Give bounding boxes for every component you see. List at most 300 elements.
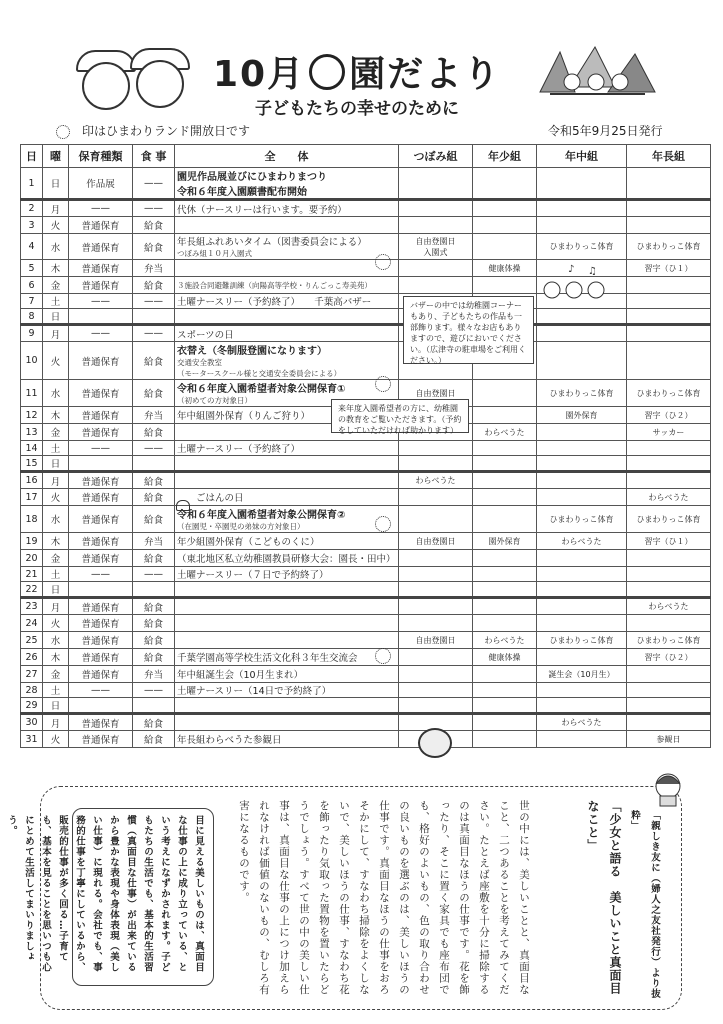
cell-meal <box>133 582 175 598</box>
cell-care-type: —— <box>69 683 133 698</box>
cell-day: 29 <box>21 698 43 714</box>
cell-nencho: ひまわりっこ体育 <box>627 506 711 533</box>
cell-care-type: 普通保育 <box>69 424 133 441</box>
cell-tsubomi-line: 自由登園日 <box>415 635 456 645</box>
cell-nencho <box>627 666 711 683</box>
cell-meal: 給食 <box>133 731 175 748</box>
cell-nencho <box>627 200 711 217</box>
cell-meal: 給食 <box>133 506 175 533</box>
cell-care-type: —— <box>69 441 133 456</box>
cell-meal: —— <box>133 294 175 309</box>
cell-all <box>175 731 399 748</box>
flower-mark-icon <box>375 516 391 532</box>
cell-care-type: 普通保育 <box>69 666 133 683</box>
cell-all <box>175 441 399 456</box>
cell-meal <box>133 309 175 325</box>
cell-nensho: わらべうた <box>473 424 537 441</box>
cell-care-type: 普通保育 <box>69 615 133 632</box>
legend <box>56 122 250 139</box>
cell-day: 4 <box>21 234 43 260</box>
cell-day: 31 <box>21 731 43 748</box>
cell-nencho <box>627 309 711 325</box>
cell-nencho <box>627 550 711 567</box>
col-weekday: 曜 <box>43 145 69 168</box>
cell-weekday: 土 <box>43 567 69 582</box>
cell-all-line: 衣替え（冬制服登園になります） <box>177 346 327 357</box>
cell-nensho <box>473 666 537 683</box>
cell-nencho <box>627 567 711 582</box>
cell-nensho <box>473 277 537 294</box>
cell-nenchu: わらべうた <box>537 533 627 550</box>
cell-nensho: 健康体操 <box>473 649 537 666</box>
cell-meal: —— <box>133 441 175 456</box>
cell-all <box>175 309 399 325</box>
cell-care-type: 普通保育 <box>69 714 133 731</box>
cell-meal: 給食 <box>133 489 175 506</box>
col-all: 全 体 <box>175 145 399 168</box>
cell-nencho <box>627 456 711 472</box>
cell-day: 24 <box>21 615 43 632</box>
cell-nensho <box>473 168 537 200</box>
cell-day: 6 <box>21 277 43 294</box>
col-nencho: 年長組 <box>627 145 711 168</box>
cell-nenchu <box>537 168 627 200</box>
cell-meal: 給食 <box>133 342 175 380</box>
cell-all <box>175 632 399 649</box>
cell-meal: 給食 <box>133 472 175 489</box>
cell-nensho <box>473 731 537 748</box>
table-row <box>21 533 711 550</box>
cell-nencho <box>627 277 711 294</box>
cell-tsubomi <box>399 472 473 489</box>
cell-weekday: 土 <box>43 294 69 309</box>
cell-weekday: 木 <box>43 407 69 424</box>
cell-day: 26 <box>21 649 43 666</box>
cell-care-type: 普通保育 <box>69 550 133 567</box>
table-row <box>21 489 711 506</box>
cell-nensho <box>473 683 537 698</box>
cell-nenchu <box>537 615 627 632</box>
cell-weekday: 土 <box>43 683 69 698</box>
cell-all <box>175 260 399 277</box>
legend-text: 印はひまわりランド開放日です <box>82 124 251 138</box>
cell-nensho: 園外保育 <box>473 533 537 550</box>
table-row <box>21 325 711 342</box>
cell-nenchu: ひまわりっこ体育 <box>537 380 627 407</box>
cell-nensho <box>473 698 537 714</box>
cell-nensho <box>473 582 537 598</box>
cell-care-type: 普通保育 <box>69 234 133 260</box>
table-header <box>21 145 711 168</box>
cell-weekday: 月 <box>43 325 69 342</box>
page-title <box>213 46 501 97</box>
cell-nencho: ひまわりっこ体育 <box>627 380 711 407</box>
svg-text:♫: ♫ <box>588 266 597 277</box>
cell-weekday: 日 <box>43 168 69 200</box>
cell-all-line: スポーツの日 <box>177 329 234 341</box>
cell-nencho: わらべうた <box>627 489 711 506</box>
cell-day: 12 <box>21 407 43 424</box>
cell-tsubomi <box>399 582 473 598</box>
cell-tsubomi <box>399 615 473 632</box>
child-face-left-icon <box>82 62 130 110</box>
cell-all-line: 年中組園外保育（りんご狩り） <box>177 411 311 422</box>
table-row <box>21 441 711 456</box>
cell-meal: 給食 <box>133 217 175 234</box>
cell-all-line: つぼみ組１０月入園式 <box>177 249 252 258</box>
cell-all <box>175 550 399 567</box>
table-row <box>21 582 711 598</box>
cell-meal <box>133 456 175 472</box>
cell-nenchu: ひまわりっこ体育 <box>537 506 627 533</box>
cell-weekday: 日 <box>43 582 69 598</box>
table-row <box>21 309 711 325</box>
cell-care-type: 普通保育 <box>69 217 133 234</box>
cell-tsubomi <box>399 260 473 277</box>
cell-all <box>175 489 399 506</box>
cell-nensho <box>473 200 537 217</box>
cell-nensho <box>473 380 537 407</box>
cell-weekday: 日 <box>43 309 69 325</box>
table-row <box>21 632 711 649</box>
cell-nencho: 習字（ひ２） <box>627 649 711 666</box>
cell-day: 18 <box>21 506 43 533</box>
cell-meal: 弁当 <box>133 666 175 683</box>
cell-care-type: 普通保育 <box>69 731 133 748</box>
cell-meal: 給食 <box>133 424 175 441</box>
cell-day: 15 <box>21 456 43 472</box>
cell-nenchu <box>537 441 627 456</box>
cell-weekday: 月 <box>43 714 69 731</box>
cell-weekday: 水 <box>43 632 69 649</box>
cell-all-line: 年中組誕生会（10月生まれ） <box>177 670 304 681</box>
cell-nenchu: 園外保育 <box>537 407 627 424</box>
cell-weekday: 水 <box>43 380 69 407</box>
autumn-leaves-owls-icon <box>530 42 660 102</box>
cell-nensho <box>473 489 537 506</box>
cell-care-type: —— <box>69 200 133 217</box>
cell-all-line: 土曜ナースリー（予約終了） 千葉高バザー <box>177 297 372 308</box>
cell-nencho: サッカー <box>627 424 711 441</box>
table-row <box>21 234 711 260</box>
cell-meal: 弁当 <box>133 407 175 424</box>
cell-nensho <box>473 407 537 424</box>
cell-care-type: 普通保育 <box>69 380 133 407</box>
cell-tsubomi <box>399 506 473 533</box>
cell-nensho <box>473 217 537 234</box>
cell-all <box>175 683 399 698</box>
cell-weekday: 火 <box>43 615 69 632</box>
cell-nenchu <box>537 567 627 582</box>
flower-mark-icon <box>375 648 391 664</box>
table-row <box>21 342 711 380</box>
cell-tsubomi <box>399 441 473 456</box>
cell-nensho <box>473 598 537 615</box>
table-row <box>21 472 711 489</box>
cell-nencho: 習字（ひ２） <box>627 407 711 424</box>
col-tsubomi: つぼみ組 <box>399 145 473 168</box>
cell-weekday: 木 <box>43 260 69 277</box>
cell-nencho: 参観日 <box>627 731 711 748</box>
flower-mark-icon <box>375 254 391 270</box>
open-class-note: 来年度入園希望者の方に、幼稚園の教育をご覧いただきます。（予約をしていただければ助かります） <box>331 399 469 433</box>
bazaar-note: バザーの中では幼稚園コーナーもあり、子どもたちの作品も一部飾ります。様々なお店もありますので、遊びにおいでください。（広津寺の駐車場をご利用ください。） <box>403 296 534 364</box>
cell-nenchu <box>537 200 627 217</box>
cell-nenchu <box>537 472 627 489</box>
cell-day: 23 <box>21 598 43 615</box>
cell-tsubomi-line: 自由登園日 <box>415 536 456 546</box>
cell-meal: —— <box>133 325 175 342</box>
child-face-right-icon <box>136 60 184 108</box>
cell-nencho: 習字（ひ１） <box>627 533 711 550</box>
cell-tsubomi <box>399 217 473 234</box>
rice-ball-icon <box>176 500 190 511</box>
cell-care-type: 普通保育 <box>69 342 133 380</box>
table-row <box>21 217 711 234</box>
cell-nensho <box>473 550 537 567</box>
cell-nencho <box>627 294 711 309</box>
cell-care-type: 普通保育 <box>69 407 133 424</box>
col-nenchu: 年中組 <box>537 145 627 168</box>
cell-nencho <box>627 698 711 714</box>
flower-mark-icon <box>375 376 391 392</box>
cell-care-type: 普通保育 <box>69 598 133 615</box>
cell-care-type: —— <box>69 567 133 582</box>
cell-meal: 給食 <box>133 632 175 649</box>
cell-nenchu <box>537 489 627 506</box>
page-subtitle: 子どもたちの幸せのために <box>255 99 459 119</box>
cell-meal: 給食 <box>133 615 175 632</box>
cell-all <box>175 277 399 294</box>
cell-tsubomi <box>399 550 473 567</box>
cell-care-type: —— <box>69 294 133 309</box>
cell-all-line: （モータースクール様と交通安全委員会による） <box>177 369 342 378</box>
cell-care-type: 普通保育 <box>69 260 133 277</box>
cell-nencho <box>627 582 711 598</box>
cell-day: 5 <box>21 260 43 277</box>
cell-weekday: 木 <box>43 649 69 666</box>
cell-day: 13 <box>21 424 43 441</box>
cell-nencho: 習字（ひ１） <box>627 260 711 277</box>
cell-tsubomi <box>399 598 473 615</box>
essay-body: 世の中には、美しいことと、真面目なこと、二つあることを考えてみてください。たとえば座敷を十分に掃除するのは真面目なほうの仕事です。花を飾ったり、そこに置く家具でも座布団でも、格好のよいもの、色の取り合わせの良いものを選ぶのは、美しいほうの仕事です。真面目なほうの仕事をおろそかにして、すなわち掃除をよくしないで、美しいほうの仕事、すなわち花を飾ったり気取った置物を置いたらどうでしょう。すべて世の中の美しい仕事は、真面目な仕事の上につけ加えられなければ価値のないもの、むしろ有害になるものです。 <box>238 800 530 996</box>
cell-weekday: 金 <box>43 666 69 683</box>
cell-tsubomi <box>399 489 473 506</box>
cell-day: 8 <box>21 309 43 325</box>
cell-day: 3 <box>21 217 43 234</box>
cell-nenchu: ひまわりっこ体育 <box>537 632 627 649</box>
cell-meal: 給食 <box>133 649 175 666</box>
table-row <box>21 615 711 632</box>
cell-all-line: 令和６年度入園願書配布開始 <box>177 187 307 198</box>
cell-all <box>175 472 399 489</box>
cell-day: 10 <box>21 342 43 380</box>
cell-nencho <box>627 217 711 234</box>
cell-all <box>175 582 399 598</box>
table-row <box>21 698 711 714</box>
cell-meal: 給食 <box>133 277 175 294</box>
cell-day: 16 <box>21 472 43 489</box>
girl-reading-icon <box>648 768 688 808</box>
cell-all <box>175 615 399 632</box>
cell-all <box>175 342 399 380</box>
title-month: 10月 <box>213 54 306 95</box>
cell-all <box>175 200 399 217</box>
cell-tsubomi <box>399 632 473 649</box>
table-row <box>21 506 711 533</box>
cell-all <box>175 567 399 582</box>
cell-nensho <box>473 567 537 582</box>
cell-weekday: 水 <box>43 234 69 260</box>
cell-day: 25 <box>21 632 43 649</box>
table-row <box>21 649 711 666</box>
cell-nencho <box>627 683 711 698</box>
cell-nensho <box>473 472 537 489</box>
cell-nenchu: ひまわりっこ体育 <box>537 234 627 260</box>
cell-tsubomi <box>399 533 473 550</box>
cell-day: 27 <box>21 666 43 683</box>
cell-nenchu <box>537 698 627 714</box>
cell-all-line: 交通安全教室 <box>177 358 222 367</box>
cell-weekday: 火 <box>43 342 69 380</box>
essay-source: 「親しき友に（婦人之友社発行）より抜粋」 <box>629 810 660 999</box>
cell-day: 28 <box>21 683 43 698</box>
cell-nencho <box>627 325 711 342</box>
cell-care-type <box>69 698 133 714</box>
cell-day: 30 <box>21 714 43 731</box>
cell-tsubomi <box>399 200 473 217</box>
cell-weekday: 月 <box>43 598 69 615</box>
table-row <box>21 550 711 567</box>
cell-nenchu <box>537 424 627 441</box>
cell-care-type: —— <box>69 325 133 342</box>
cell-weekday: 火 <box>43 731 69 748</box>
cell-nenchu <box>537 598 627 615</box>
cell-all-line: 園児作品展並びにひまわりまつり <box>177 172 327 183</box>
cell-weekday: 金 <box>43 424 69 441</box>
cell-nenchu <box>537 456 627 472</box>
cell-all <box>175 456 399 472</box>
col-day: 日 <box>21 145 43 168</box>
cell-all <box>175 217 399 234</box>
cell-nenchu <box>537 325 627 342</box>
cell-all <box>175 666 399 683</box>
cell-care-type <box>69 456 133 472</box>
cell-meal: 弁当 <box>133 260 175 277</box>
cell-all <box>175 325 399 342</box>
cell-nenchu <box>537 342 627 380</box>
cell-care-type: 普通保育 <box>69 533 133 550</box>
cell-nencho <box>627 615 711 632</box>
cell-nencho: ひまわりっこ体育 <box>627 234 711 260</box>
cell-nenchu <box>537 309 627 325</box>
cell-nensho <box>473 714 537 731</box>
cell-day: 21 <box>21 567 43 582</box>
essay-comment-box: 目に見える美しいものは、真面目な仕事の上に成り立っている、という考えになずかされます。子どもたちの生活でも、基本的生活習慣（真面目な仕事）が出来ているから豊かな表現や身体表現（美しい仕事）に現れる。会社でも、事務的仕事を丁寧にしているから、販売的仕事が多く回る…子育ても、基本を見ることを思いつも心にとめて生活してまいりましょう。 <box>72 808 214 986</box>
cell-care-type <box>69 309 133 325</box>
cell-weekday: 金 <box>43 550 69 567</box>
cell-all-line: 年少組園外保育（こどものくに） <box>177 537 320 548</box>
cell-care-type: 普通保育 <box>69 506 133 533</box>
table-row <box>21 731 711 748</box>
cell-tsubomi-line: 自由登園日 <box>415 388 456 398</box>
cell-nensho <box>473 506 537 533</box>
cell-all-line: 代休（ナースリーは行います。要予約） <box>177 204 347 216</box>
title-text: 園だより <box>349 54 502 95</box>
essay-heading: 「少女と語る 美しいこと真面目なこと」 <box>586 800 622 995</box>
cell-nensho: わらべうた <box>473 632 537 649</box>
cell-all-line: （東北地区私立幼稚園教員研修大会：園長・田中） <box>177 554 396 565</box>
cell-tsubomi-line: 自由登園日 <box>415 236 456 246</box>
cell-meal: —— <box>133 683 175 698</box>
table-row <box>21 200 711 217</box>
cell-nenchu <box>537 649 627 666</box>
cell-day: 20 <box>21 550 43 567</box>
cell-tsubomi <box>399 168 473 200</box>
cell-meal: —— <box>133 168 175 200</box>
cell-nensho <box>473 234 537 260</box>
cell-all <box>175 234 399 260</box>
cell-all <box>175 714 399 731</box>
cell-all-line: ３施設合同避難訓練（向陽高等学校・りんごっこ寿美苑） <box>177 280 372 290</box>
cell-nenchu <box>537 731 627 748</box>
cell-all-line: 土曜ナースリー（14日で予約終了） <box>177 686 332 697</box>
cell-meal: 給食 <box>133 550 175 567</box>
table-row <box>21 456 711 472</box>
sunflower-icon <box>309 54 345 90</box>
cell-weekday: 火 <box>43 217 69 234</box>
cell-nenchu: 誕生会（10月生） <box>537 666 627 683</box>
cell-tsubomi <box>399 649 473 666</box>
cell-nensho <box>473 615 537 632</box>
flower-mark-icon <box>56 125 70 139</box>
table-row <box>21 666 711 683</box>
cell-meal: 弁当 <box>133 533 175 550</box>
cell-nensho <box>473 441 537 456</box>
cell-nencho <box>627 342 711 380</box>
cell-all-line: 令和６年度入園希望者対象公開保育① <box>177 384 346 395</box>
cell-all-line: 年長組わらべうた参観日 <box>177 735 282 746</box>
cell-meal: 給食 <box>133 714 175 731</box>
cell-day: 22 <box>21 582 43 598</box>
cell-care-type: 普通保育 <box>69 472 133 489</box>
cell-all-line: 土曜ナースリー（７日で予約終了） <box>177 570 329 581</box>
cell-weekday: 火 <box>43 489 69 506</box>
cell-all <box>175 294 399 309</box>
cell-weekday: 月 <box>43 472 69 489</box>
cell-all-line: 千葉学園高等学校生活文化科３年生交流会 <box>177 653 358 664</box>
cell-nencho <box>627 472 711 489</box>
cell-meal: 給食 <box>133 380 175 407</box>
cell-nencho: わらべうた <box>627 598 711 615</box>
schedule-table <box>20 144 711 748</box>
cell-meal: —— <box>133 200 175 217</box>
pumpkin-icon <box>418 728 452 758</box>
music-kids-icon <box>538 262 608 310</box>
cell-weekday: 木 <box>43 533 69 550</box>
table-row <box>21 714 711 731</box>
cell-tsubomi <box>399 567 473 582</box>
cell-tsubomi <box>399 666 473 683</box>
table-row <box>21 598 711 615</box>
cell-tsubomi-line: わらべうた <box>415 476 456 485</box>
cell-tsubomi <box>399 683 473 698</box>
cell-day: 17 <box>21 489 43 506</box>
cell-nensho: 健康体操 <box>473 260 537 277</box>
col-nensho: 年少組 <box>473 145 537 168</box>
cell-all-line: 土曜ナースリー（予約終了） <box>177 444 301 455</box>
table-row <box>21 567 711 582</box>
